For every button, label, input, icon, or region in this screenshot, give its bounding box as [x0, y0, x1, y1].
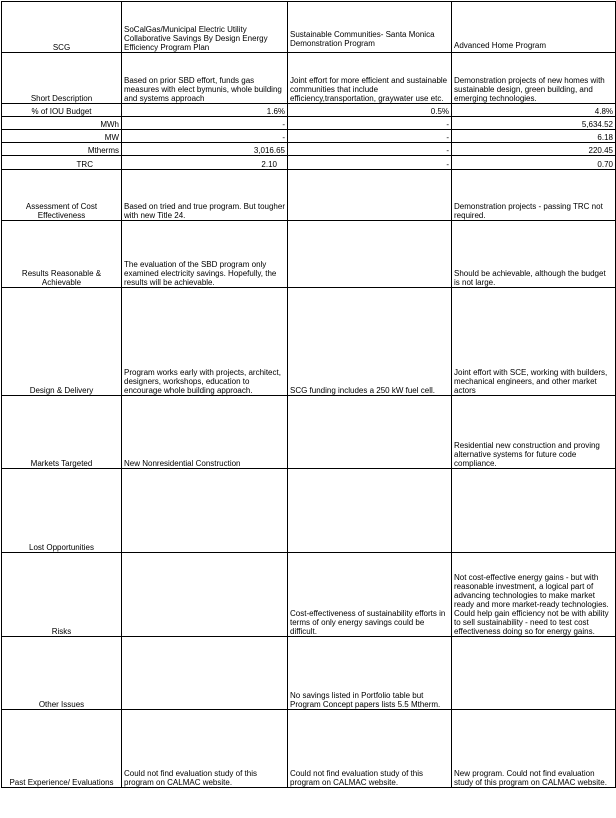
table-row-results: [2, 221, 616, 288]
table-row-mwh: [2, 117, 616, 130]
past-experience-col3: New program. Could not find evaluation study of this program on CALMAC website.: [452, 710, 616, 788]
risks-col3: Not cost-effective energy gains - but with reasonable investment, a logical part of advancing technologies to make market ready and more market-ready technologies. Could help gain efficiency not be with ability to sell sustainability - need to test cost effectiveness doing so for energy gains.: [452, 553, 616, 637]
trc-col1: 2.10: [122, 156, 288, 170]
table-row-header: [2, 2, 616, 53]
iou-budget-col3: 4.8%: [452, 104, 616, 117]
mw-col3: 6.18: [452, 130, 616, 143]
cost-effectiveness-col1: Based on tried and true program. But tougher with new Title 24.: [122, 170, 288, 221]
mwh-col3: 5,634.52: [452, 117, 616, 130]
table-row-iou-budget: [2, 104, 616, 117]
design-delivery-col1: Program works early with projects, architect, designers, workshops, education to encourage whole building approach.: [122, 288, 288, 396]
cost-effectiveness-col2: [288, 170, 452, 221]
mwh-col2: -: [288, 117, 452, 130]
program-comparison-table: [1, 1, 616, 788]
row-label-mw: MW: [2, 130, 122, 143]
other-issues-col2: No savings listed in Portfolio table but Program Concept papers lists 5.5 Mtherm.: [288, 637, 452, 710]
results-col3: Should be achievable, although the budget is not large.: [452, 221, 616, 288]
table-row-markets: [2, 396, 616, 469]
table-row-mtherms: [2, 143, 616, 156]
table-row-past-experience: [2, 710, 616, 788]
mtherms-col2: -: [288, 143, 452, 156]
row-label-past-experience: Past Experience/ Evaluations: [2, 710, 122, 788]
past-experience-col2: Could not find evaluation study of this program on CALMAC website.: [288, 710, 452, 788]
row-label-trc: TRC: [2, 156, 122, 170]
table-row-mw: [2, 130, 616, 143]
table-row-other-issues: [2, 637, 616, 710]
row-label-markets: Markets Targeted: [2, 396, 122, 469]
table-row-risks: [2, 553, 616, 637]
iou-budget-col1: 1.6%: [122, 104, 288, 117]
table-row-trc: [2, 156, 616, 170]
past-experience-col1: Could not find evaluation study of this program on CALMAC website.: [122, 710, 288, 788]
row-label-cost-effectiveness: Assessment of Cost Effectiveness: [2, 170, 122, 221]
row-label-risks: Risks: [2, 553, 122, 637]
lost-opportunities-col3: [452, 469, 616, 553]
table-row-design-delivery: [2, 288, 616, 396]
trc-col2: -: [288, 156, 452, 170]
iou-budget-col2: 0.5%: [288, 104, 452, 117]
row-label-mtherms: Mtherms: [2, 143, 122, 156]
table-row-lost-opportunities: [2, 469, 616, 553]
cost-effectiveness-col3: Demonstration projects - passing TRC not required.: [452, 170, 616, 221]
lost-opportunities-col2: [288, 469, 452, 553]
row-label-short-description: Short Description: [2, 53, 122, 104]
trc-col3: 0.70: [452, 156, 616, 170]
risks-col1: [122, 553, 288, 637]
risks-col2: Cost-effectiveness of sustainability efforts in terms of only energy savings could be difficult.: [288, 553, 452, 637]
design-delivery-col2: SCG funding includes a 250 kW fuel cell.: [288, 288, 452, 396]
column-header-col2: Sustainable Communities- Santa Monica Demonstration Program: [288, 2, 452, 53]
row-label-lost-opportunities: Lost Opportunities: [2, 469, 122, 553]
row-label-design-delivery: Design & Delivery: [2, 288, 122, 396]
results-col2: [288, 221, 452, 288]
mw-col2: -: [288, 130, 452, 143]
table-row-cost-effectiveness: [2, 170, 616, 221]
mw-col1: -: [122, 130, 288, 143]
markets-col1: New Nonresidential Construction: [122, 396, 288, 469]
short-description-col3: Demonstration projects of new homes with sustainable design, green building, and emerging technologies.: [452, 53, 616, 104]
markets-col2: [288, 396, 452, 469]
markets-col3: Residential new construction and proving alternative systems for future code compliance.: [452, 396, 616, 469]
short-description-col1: Based on prior SBD effort, funds gas measures with elect bymunis, whole building and systems approach: [122, 53, 288, 104]
row-label-mwh: MWh: [2, 117, 122, 130]
row-label-results: Results Reasonable & Achievable: [2, 221, 122, 288]
row-label-iou-budget: % of IOU Budget: [2, 104, 122, 117]
results-col1: The evaluation of the SBD program only examined electricity savings. Hopefully, the results will be achievable.: [122, 221, 288, 288]
other-issues-col3: [452, 637, 616, 710]
design-delivery-col3: Joint effort with SCE, working with builders, mechanical engineers, and other market actors: [452, 288, 616, 396]
other-issues-col1: [122, 637, 288, 710]
column-header-col3: Advanced Home Program: [452, 2, 616, 53]
row-label-other-issues: Other Issues: [2, 637, 122, 710]
mtherms-col3: 220.45: [452, 143, 616, 156]
table-row-short-description: [2, 53, 616, 104]
column-header-col1: SoCalGas/Municipal Electric Utility Collaborative Savings By Design Energy Efficiency Program Plan: [122, 2, 288, 53]
short-description-col2: Joint effort for more efficient and sustainable communities that include efficiency,transportation, graywater use etc.: [288, 53, 452, 104]
label-header-cell: SCG: [2, 2, 122, 53]
mtherms-col1: 3,016.65: [122, 143, 288, 156]
lost-opportunities-col1: [122, 469, 288, 553]
mwh-col1: -: [122, 117, 288, 130]
